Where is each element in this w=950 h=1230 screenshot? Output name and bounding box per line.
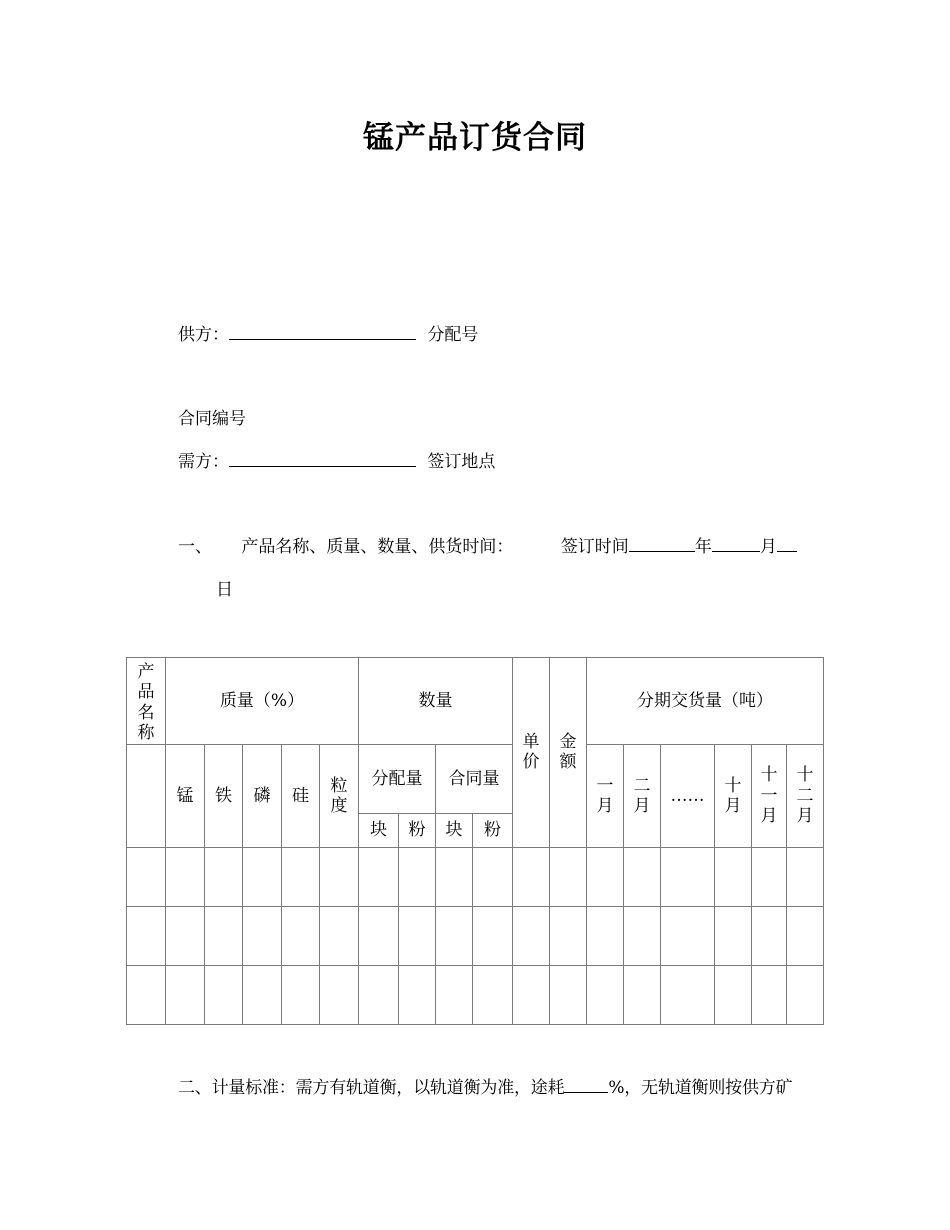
header-iron: 铁: [205, 745, 243, 848]
header-product-name: 产品名称: [127, 658, 166, 745]
header-amount: 金额: [550, 658, 587, 848]
table-cell[interactable]: [752, 966, 787, 1025]
table-cell[interactable]: [399, 848, 436, 907]
table-cell[interactable]: [752, 848, 787, 907]
table-row: [127, 907, 824, 966]
table-cell[interactable]: [359, 907, 399, 966]
header-manganese: 锰: [166, 745, 205, 848]
header-contracted: 合同量: [436, 745, 513, 814]
header-granularity: 粒度: [320, 745, 359, 848]
table-cell[interactable]: [243, 966, 282, 1025]
table-cell[interactable]: [473, 848, 513, 907]
table-cell[interactable]: [661, 907, 715, 966]
table-cell[interactable]: [127, 966, 166, 1025]
section-2-part-b: %，无轨道衡则按供方矿: [608, 1078, 793, 1098]
table-cell[interactable]: [436, 966, 473, 1025]
section-1-text: 产品名称、质量、数量、供货时间：: [241, 537, 514, 557]
table-cell[interactable]: [127, 907, 166, 966]
year-field[interactable]: [629, 535, 695, 552]
section-2-text: [178, 1073, 792, 1098]
table-cell[interactable]: [550, 966, 587, 1025]
table-cell[interactable]: [787, 907, 824, 966]
table-cell[interactable]: [243, 907, 282, 966]
header-product-empty: [127, 745, 166, 848]
table-cell[interactable]: [587, 848, 624, 907]
header-allocated-lump: 块: [359, 814, 399, 848]
table-cell[interactable]: [243, 848, 282, 907]
table-cell[interactable]: [550, 848, 587, 907]
section-1-number: 一、: [178, 537, 212, 557]
table-cell[interactable]: [473, 966, 513, 1025]
order-table: [126, 657, 824, 1025]
table-cell[interactable]: [587, 966, 624, 1025]
table-cell[interactable]: [166, 848, 205, 907]
table-cell[interactable]: [550, 907, 587, 966]
table-cell[interactable]: [359, 848, 399, 907]
supplier-line: [178, 320, 478, 345]
table-cell[interactable]: [513, 907, 550, 966]
sign-place-label: 签订地点: [427, 452, 496, 472]
header-phosphorus: 磷: [243, 745, 282, 848]
table-cell[interactable]: [436, 848, 473, 907]
table-cell[interactable]: [282, 848, 320, 907]
buyer-line: [178, 447, 495, 472]
year-label: 年: [694, 537, 712, 557]
table-cell[interactable]: [715, 848, 752, 907]
day-field[interactable]: [777, 535, 797, 552]
loss-rate-field[interactable]: [564, 1076, 608, 1093]
header-allocated: 分配量: [359, 745, 436, 814]
table-cell[interactable]: [282, 907, 320, 966]
buyer-label: 需方：: [178, 452, 229, 472]
table-cell[interactable]: [624, 966, 661, 1025]
table-cell[interactable]: [787, 966, 824, 1025]
table-cell[interactable]: [205, 966, 243, 1025]
header-contracted-lump: 块: [436, 814, 473, 848]
supplier-field[interactable]: [229, 323, 416, 340]
table-cell[interactable]: [661, 848, 715, 907]
buyer-field[interactable]: [229, 450, 416, 467]
section-2-part-a: 二、计量标准：需方有轨道衡，以轨道衡为准，途耗: [178, 1078, 565, 1098]
header-feb: 二月: [624, 745, 661, 848]
sign-time-label: 签订时间: [560, 537, 629, 557]
table-cell[interactable]: [282, 966, 320, 1025]
table-cell[interactable]: [127, 848, 166, 907]
table-cell[interactable]: [513, 966, 550, 1025]
table-cell[interactable]: [513, 848, 550, 907]
header-ellipsis: ……: [661, 745, 715, 848]
contract-no-label: 合同编号: [178, 409, 246, 429]
header-contracted-powder: 粉: [473, 814, 513, 848]
table-cell[interactable]: [715, 966, 752, 1025]
table-cell[interactable]: [624, 907, 661, 966]
month-label: 月: [759, 537, 777, 557]
table-cell[interactable]: [359, 966, 399, 1025]
table-cell[interactable]: [715, 907, 752, 966]
table-cell[interactable]: [320, 848, 359, 907]
header-nov: 十一月: [752, 745, 787, 848]
table-cell[interactable]: [320, 907, 359, 966]
month-field[interactable]: [712, 535, 760, 552]
header-unit-price: 单价: [513, 658, 550, 848]
header-quality: 质量（%）: [166, 658, 359, 745]
table-cell[interactable]: [166, 907, 205, 966]
day-label: 日: [216, 580, 233, 600]
section-1-heading: [178, 532, 797, 557]
table-cell[interactable]: [205, 907, 243, 966]
header-jan: 一月: [587, 745, 624, 848]
contract-title: 锰产品订货合同: [363, 120, 587, 156]
header-delivery: 分期交货量（吨）: [587, 658, 824, 745]
table-cell[interactable]: [399, 966, 436, 1025]
table-row: [127, 966, 824, 1025]
table-cell[interactable]: [205, 848, 243, 907]
header-oct: 十月: [715, 745, 752, 848]
table-cell[interactable]: [624, 848, 661, 907]
header-dec: 十二月: [787, 745, 824, 848]
table-cell[interactable]: [473, 907, 513, 966]
allocation-label: 分配号: [427, 325, 479, 345]
table-cell[interactable]: [587, 907, 624, 966]
table-cell[interactable]: [320, 966, 359, 1025]
table-cell[interactable]: [787, 848, 824, 907]
table-cell[interactable]: [399, 907, 436, 966]
table-row: [127, 848, 824, 907]
table-cell[interactable]: [661, 966, 715, 1025]
table-cell[interactable]: [436, 907, 473, 966]
header-allocated-powder: 粉: [399, 814, 436, 848]
supplier-label: 供方：: [178, 325, 229, 345]
table-cell[interactable]: [752, 907, 787, 966]
header-quantity: 数量: [359, 658, 513, 745]
table-cell[interactable]: [166, 966, 205, 1025]
header-silicon: 硅: [282, 745, 320, 848]
